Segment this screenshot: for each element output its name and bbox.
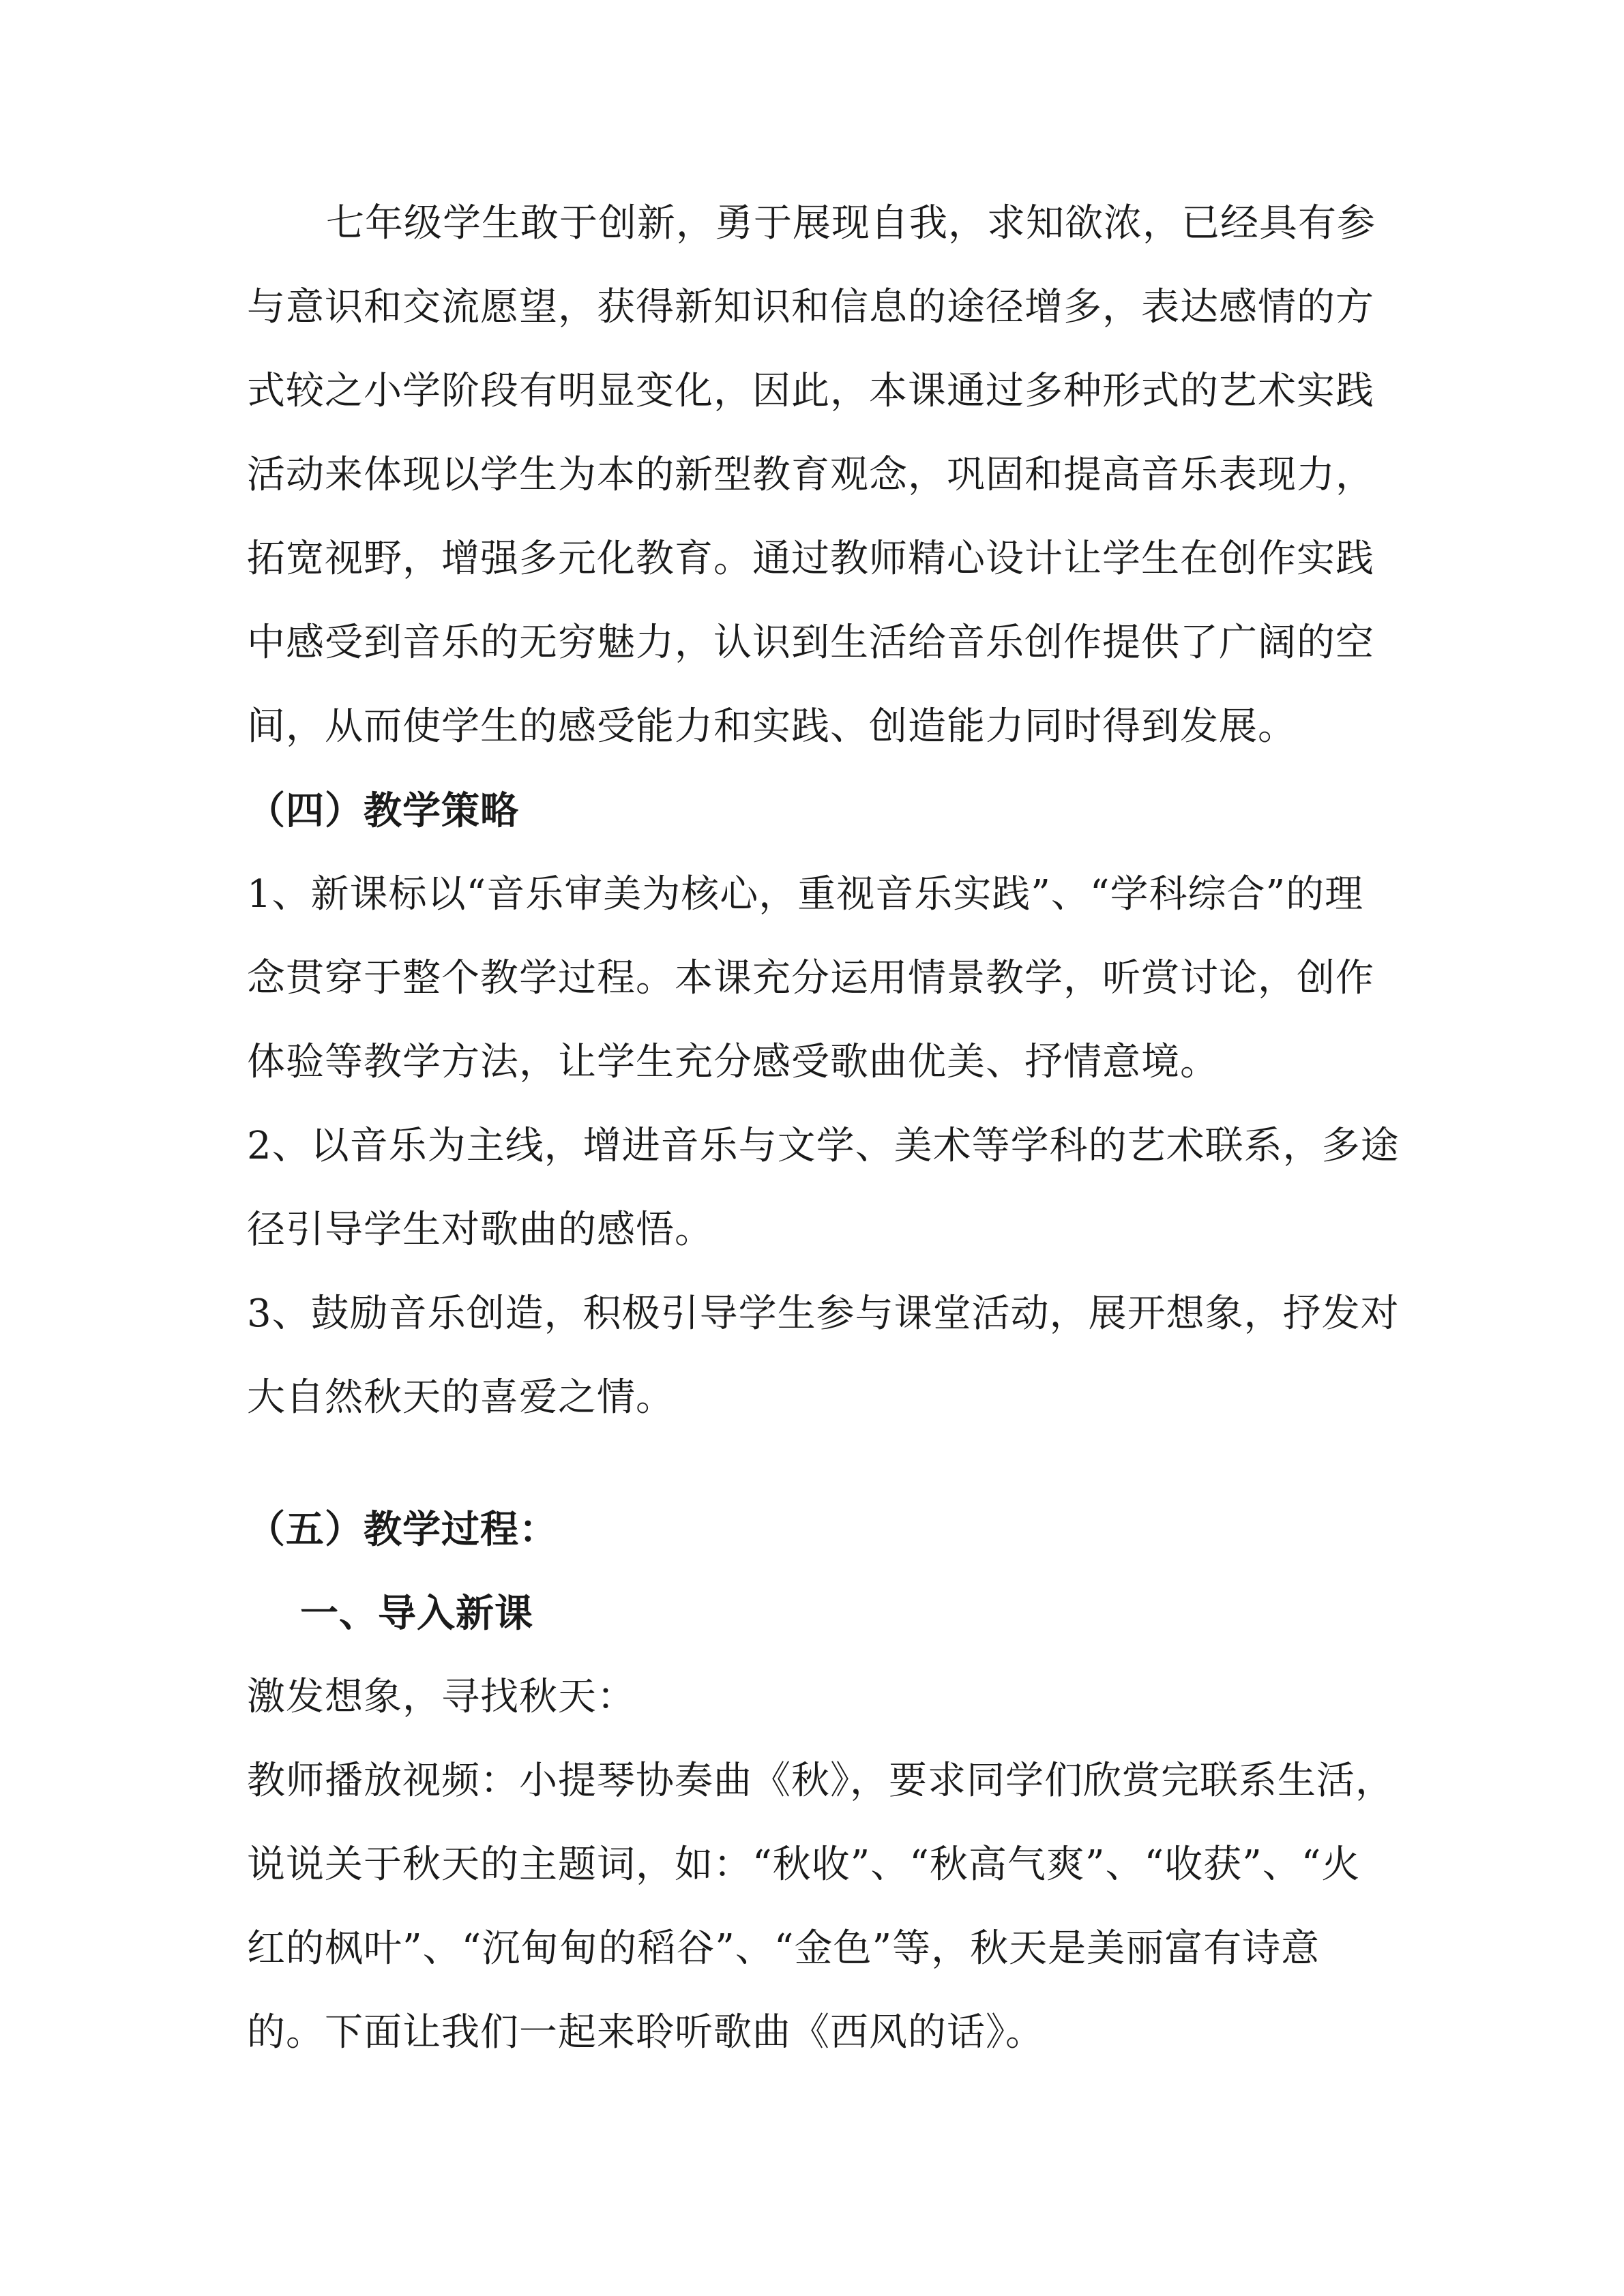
strategy-item-2-line: 2、以音乐为主线，增进音乐与文学、美术等学科的艺术联系，多途 xyxy=(247,1124,1400,1168)
section-heading-strategy: （四）教学策略 xyxy=(247,788,519,833)
paragraph-line: 活动来体现以学生为本的新型教育观念，巩固和提高音乐表现力， xyxy=(247,453,1374,497)
paragraph-line: 拓宽视野，增强多元化教育。通过教师精心设计让学生在创作实践 xyxy=(247,537,1374,581)
strategy-item-1-line: 念贯穿于整个教学过程。本课充分运用情景教学，听赏讨论，创作 xyxy=(247,956,1374,1000)
section-heading-process: （五）教学过程： xyxy=(247,1507,558,1552)
paragraph-line: 与意识和交流愿望，获得新知识和信息的途径增多，表达感情的方 xyxy=(247,285,1374,329)
strategy-item-1-line: 体验等教学方法，让学生充分感受歌曲优美、抒情意境。 xyxy=(247,1040,1219,1084)
paragraph-line: 七年级学生敢于创新，勇于展现自我，求知欲浓，已经具有参 xyxy=(326,201,1376,245)
strategy-item-1-line: 1、新课标以“音乐审美为核心，重视音乐实践”、“学科综合”的理 xyxy=(247,872,1364,916)
subheading-intro: 一、导入新课 xyxy=(300,1591,533,1636)
strategy-item-3-line: 3、鼓励音乐创造，积极引导学生参与课堂活动，展开想象，抒发对 xyxy=(247,1292,1400,1336)
paragraph-line: 式较之小学阶段有明显变化，因此，本课通过多种形式的艺术实践 xyxy=(247,369,1374,413)
paragraph-line: 间，从而使学生的感受能力和实践、创造能力同时得到发展。 xyxy=(247,704,1297,749)
intro-label: 激发想象，寻找秋天： xyxy=(247,1675,636,1719)
strategy-item-2-line: 径引导学生对歌曲的感悟。 xyxy=(247,1208,713,1252)
strategy-item-3-line: 大自然秋天的喜爱之情。 xyxy=(247,1375,675,1420)
intro-body-line: 说说关于秋天的主题词，如：“秋收”、“秋高气爽”、“收获”、“火 xyxy=(247,1843,1361,1887)
intro-body-line: 红的枫叶”、“沉甸甸的稻谷”、“金色”等，秋天是美丽富有诗意 xyxy=(247,1926,1320,1971)
intro-body-line: 教师播放视频：小提琴协奏曲《秋》，要求同学们欣赏完联系生活， xyxy=(247,1759,1394,1803)
intro-body-line: 的。下面让我们一起来聆听歌曲《西风的话》。 xyxy=(247,2010,1044,2055)
paragraph-line: 中感受到音乐的无穷魅力，认识到生活给音乐创作提供了广阔的空 xyxy=(247,621,1374,665)
